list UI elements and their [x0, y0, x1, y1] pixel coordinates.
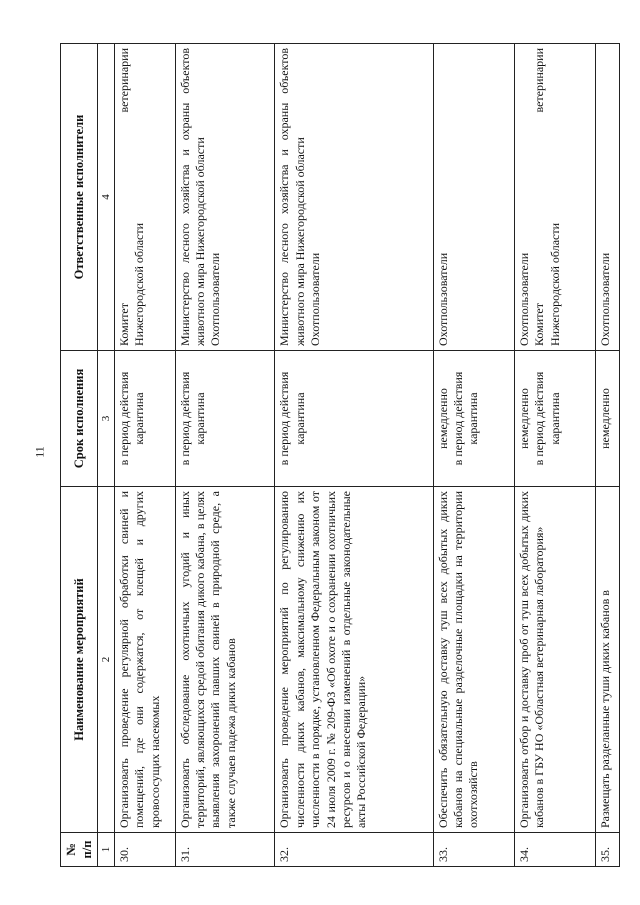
responsible-text: Комитет	[532, 302, 547, 346]
row-action: Размещать разделанные туши диких кабанов в	[596, 487, 620, 833]
row-number: 30.	[115, 833, 175, 867]
term-line: немедленно	[435, 388, 450, 449]
responsible-line: Нижегородской области	[132, 222, 147, 346]
row-action: Организовать отбор и доставку проб от туш всех добытых диких кабанов в ГБУ НО «Областная ветеринарная лаборатория»	[514, 487, 595, 833]
row-number: 34.	[514, 833, 595, 867]
column-number-row	[98, 44, 115, 867]
term-line: немедленно	[516, 388, 531, 449]
header-responsible: Ответственные исполнители	[61, 44, 98, 351]
term-line: в период действия	[532, 371, 547, 466]
header-action: Наименование мероприятий	[61, 487, 98, 833]
responsible-line: Охотпользователи	[516, 252, 531, 346]
row-responsible	[175, 44, 275, 351]
row-term	[514, 351, 595, 487]
header-num: № п/п	[61, 833, 98, 867]
row-number: 35.	[596, 833, 620, 867]
column-number: 4	[98, 44, 115, 351]
header-term: Срок исполнения	[61, 351, 98, 487]
responsible-text-right: ветеринарии	[117, 48, 132, 113]
responsible-text-right: ветеринарии	[532, 48, 547, 113]
responsible-line: Нижегородской области	[547, 222, 562, 346]
term-line: немедленно	[598, 388, 613, 449]
responsible-line: Охотпользователи	[435, 252, 450, 346]
term-line: в период действия	[177, 371, 192, 466]
row-term	[275, 351, 433, 487]
responsible-line: Охотпользователи	[598, 252, 613, 346]
table-row	[433, 44, 514, 867]
column-number: 3	[98, 351, 115, 487]
column-number: 2	[98, 487, 115, 833]
term-line: в период действия	[117, 371, 132, 466]
table-row	[175, 44, 275, 867]
row-number: 32.	[275, 833, 433, 867]
term-line: карантина	[547, 392, 562, 445]
row-action: Обеспечить обязательную доставку туш всех добытых диких кабанов на специальные разделочные площадки на территории охотхозяйств	[433, 487, 514, 833]
table-row	[275, 44, 433, 867]
row-responsible	[115, 44, 175, 351]
table-row	[514, 44, 595, 867]
responsible-line	[532, 48, 547, 346]
term-line: карантина	[292, 392, 307, 445]
column-number: 1	[98, 833, 115, 867]
row-action: Организовать проведение мероприятий по регулированию численности диких кабанов, максимальному снижению их численности в порядке, установленном Федеральным законом от 24 июля 2009 г. № 209-ФЗ «Об охоте и о сохранении охотничьих ресурсов и о внесении изменений в отдельные законодательные акты Российской Федерации»	[275, 487, 433, 833]
page-number: 11	[32, 446, 47, 458]
row-responsible	[275, 44, 433, 351]
term-line: карантина	[192, 392, 207, 445]
row-term	[433, 351, 514, 487]
table-row	[596, 44, 620, 867]
row-number: 33.	[433, 833, 514, 867]
term-line: в период действия	[450, 371, 465, 466]
row-responsible	[514, 44, 595, 351]
responsible-line: Охотпользователи	[308, 252, 323, 346]
table-row	[115, 44, 175, 867]
term-line: в период действия	[277, 371, 292, 466]
responsible-line: Министерство лесного хозяйства и охраны объектов животного мира Нижегородской области	[277, 48, 307, 346]
row-responsible	[596, 44, 620, 351]
responsible-text: Комитет	[117, 302, 132, 346]
responsible-line: Охотпользователи	[208, 252, 223, 346]
responsible-line: Министерство лесного хозяйства и охраны объектов животного мира Нижегородской области	[177, 48, 207, 346]
row-responsible	[433, 44, 514, 351]
document-sheet	[60, 44, 620, 867]
measures-table	[60, 43, 620, 867]
term-line: карантина	[132, 392, 147, 445]
row-term	[115, 351, 175, 487]
row-term	[596, 351, 620, 487]
rotated-table-container	[60, 44, 620, 867]
term-line: карантина	[466, 392, 481, 445]
row-number: 31.	[175, 833, 275, 867]
row-term	[175, 351, 275, 487]
row-action: Организовать проведение регулярной обработки свиней и помещений, где они содержатся, от клещей и других кровососущих насекомых	[115, 487, 175, 833]
header-row	[61, 44, 98, 867]
responsible-line	[117, 48, 132, 346]
row-action: Организовать обследование охотничьих угодий и иных территорий, являющихся средой обитания дикого кабана, в целях выявления захоронений павших свиней в природной среде, а также случаев падежа диких кабанов	[175, 487, 275, 833]
